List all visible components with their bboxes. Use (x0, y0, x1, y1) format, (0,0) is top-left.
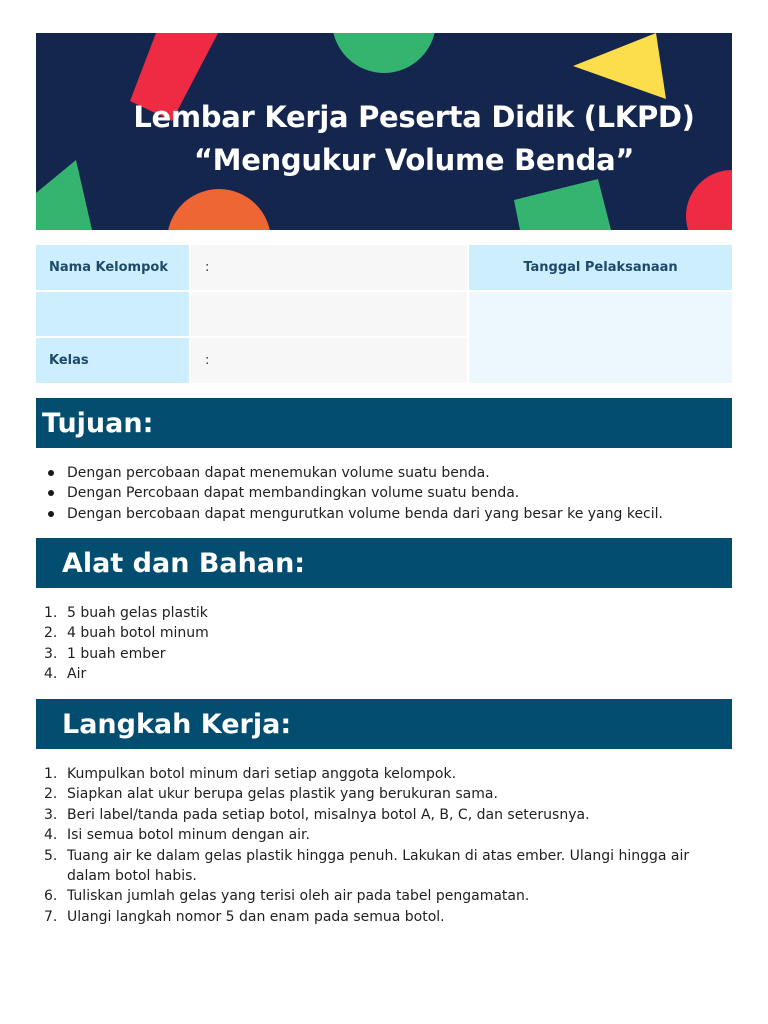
list-item (40, 623, 737, 643)
green-triangle-shape (36, 160, 92, 230)
list-item-text: Dengan bercobaan dapat mengurutkan volume benda dari yang besar ke yang kecil. (67, 505, 663, 522)
list-item (40, 886, 737, 906)
tujuan-list (40, 463, 737, 524)
list-item-number: 5. (44, 847, 58, 864)
green-square-shape (514, 179, 611, 230)
list-item-text: Beri label/tanda pada setiap botol, misalnya botol A, B, C, dan seterusnya. (67, 806, 590, 823)
list-item-text: Dengan percobaan dapat menemukan volume suatu benda. (67, 465, 490, 481)
nama-kelompok-label: Nama Kelompok (36, 245, 189, 290)
list-item-number: 3. (44, 645, 58, 662)
header-banner (36, 33, 732, 230)
title-line-1: Lembar Kerja Peserta Didik (LKPD) (133, 100, 695, 134)
list-item (40, 825, 737, 845)
empty-label-cell (36, 292, 189, 336)
list-item-text: 5 buah gelas plastik (67, 605, 208, 621)
bullet-icon (48, 511, 54, 517)
identity-table (36, 245, 732, 383)
tanggal-pelaksanaan-label: Tanggal Pelaksanaan (469, 245, 732, 290)
bullet-icon (48, 470, 54, 476)
list-item (40, 846, 737, 887)
list-item-text: Tuang air ke dalam gelas plastik hingga penuh. Lakukan di atas ember. Ulangi hingga air dalam botol habis. (67, 847, 690, 885)
list-item-text: Siapkan alat ukur berupa gelas plastik yang berukuran sama. (67, 786, 498, 803)
kelas-label: Kelas (36, 338, 189, 383)
langkah-kerja-list (40, 764, 737, 927)
list-item (40, 805, 737, 825)
list-item (40, 463, 737, 483)
list-item-number: 3. (44, 806, 58, 823)
list-item-number: 2. (44, 786, 58, 803)
page-title (96, 96, 732, 182)
list-item-text: Ulangi langkah nomor 5 dan enam pada semua botol. (67, 908, 445, 925)
list-item (40, 603, 737, 623)
list-item (40, 664, 737, 684)
list-item-text: 4 buah botol minum (67, 625, 209, 642)
list-item-number: 2. (44, 625, 58, 642)
list-item-number: 4. (44, 827, 58, 844)
kelas-field[interactable]: : (191, 338, 467, 383)
list-item-text: Isi semua botol minum dengan air. (67, 827, 310, 844)
list-item-text: Tuliskan jumlah gelas yang terisi oleh air pada tabel pengamatan. (67, 888, 530, 905)
nama-kelompok-field[interactable]: : (191, 245, 467, 290)
list-item-text: Air (67, 666, 87, 683)
orange-half-circle-shape (167, 189, 271, 230)
alat-bahan-list (40, 603, 737, 685)
list-item (40, 784, 737, 804)
list-item-number: 6. (44, 888, 58, 905)
list-item (40, 764, 737, 784)
yellow-triangle-shape (573, 33, 666, 99)
list-item-number: 4. (44, 666, 58, 683)
list-item-text: Dengan Percobaan dapat membandingkan volume suatu benda. (67, 485, 520, 502)
langkah-kerja-heading: Langkah Kerja: (36, 699, 732, 749)
list-item-number: 7. (44, 908, 58, 925)
tanggal-pelaksanaan-field[interactable] (469, 292, 732, 383)
alat-bahan-heading: Alat dan Bahan: (36, 538, 732, 588)
list-item (40, 504, 737, 524)
tujuan-heading: Tujuan: (36, 398, 732, 448)
title-line-2: “Mengukur Volume Benda” (193, 143, 635, 177)
list-item-text: 1 buah ember (67, 645, 166, 662)
list-item-number: 1. (44, 766, 58, 782)
bullet-icon (48, 490, 54, 496)
list-item (40, 483, 737, 503)
list-item-number: 1. (44, 605, 58, 621)
list-item-text: Kumpulkan botol minum dari setiap anggota kelompok. (67, 766, 457, 782)
empty-value-cell[interactable] (191, 292, 467, 336)
list-item (40, 644, 737, 664)
green-half-circle-shape (332, 33, 436, 73)
list-item (40, 907, 737, 927)
